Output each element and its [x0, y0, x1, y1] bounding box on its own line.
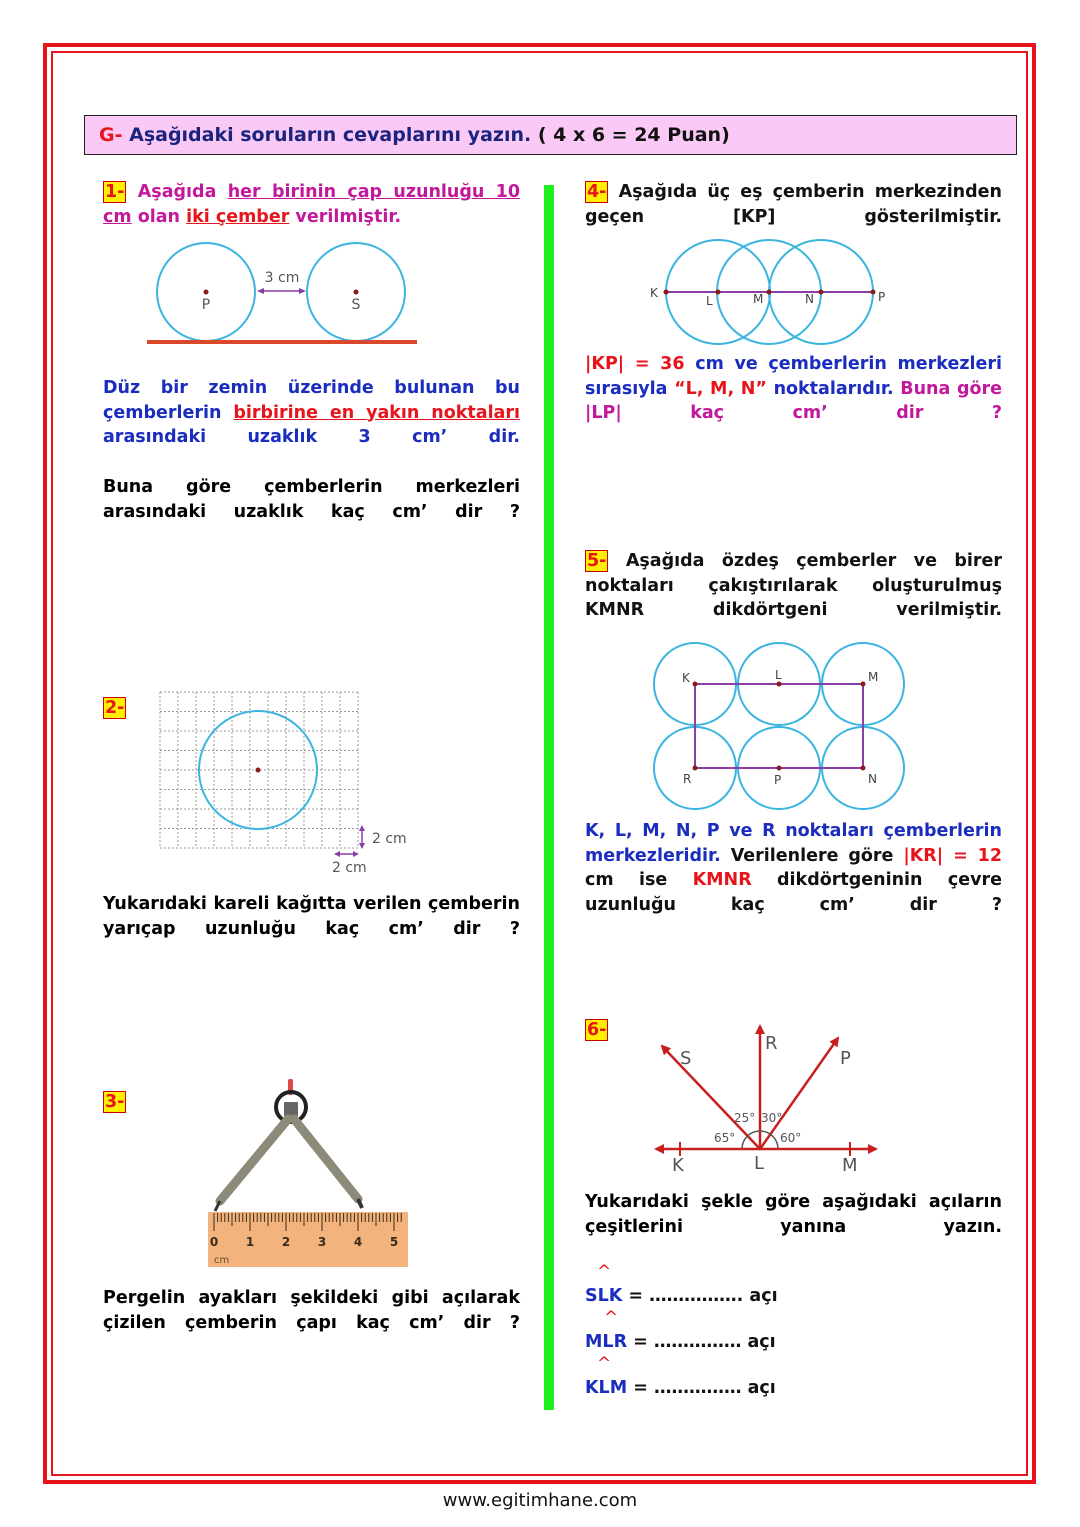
- q4-label-n: N: [805, 292, 814, 306]
- q1-two-circles-figure: [140, 238, 425, 350]
- q5-label-r: R: [683, 772, 692, 786]
- q3-ruler-unit: cm: [214, 1255, 230, 1266]
- q3-number-wrap: [103, 1090, 126, 1115]
- q6-label-m: M: [842, 1155, 858, 1176]
- q6-hat-3: ^: [597, 1354, 612, 1374]
- q1-body-c: arasındaki uzaklık 3 cm’ dir.: [103, 427, 520, 447]
- q2-number: 2-: [105, 698, 125, 718]
- q5-body-e: KMNR: [692, 870, 752, 890]
- q4-intro-text: Aşağıda üç eş çemberin merkezinden geçen [KP] gösterilmiştir.: [585, 182, 1002, 227]
- q1-intro-e: verilmiştir.: [295, 206, 402, 227]
- q1-intro: [103, 180, 520, 229]
- q1-body-a: Düz bir zemin üzerinde bulunan bu çemberlerin: [103, 378, 520, 423]
- q5-label-p: P: [774, 773, 782, 787]
- q6-angle-row-3: [585, 1376, 776, 1401]
- q6-angle-3-name: KLM: [585, 1378, 628, 1398]
- q6-angle-2-blank: = …………… açı: [633, 1332, 776, 1352]
- q5-label-n: N: [868, 772, 877, 786]
- q6-question: Yukarıdaki şekle göre aşağıdaki açıların çeşitlerini yanına yazın.: [585, 1192, 1002, 1237]
- section-header: [84, 115, 1017, 155]
- q2-horizontal-label: 2 cm: [332, 860, 367, 876]
- q2-number-wrap: [103, 696, 126, 721]
- q1-intro-c: olan: [137, 206, 180, 227]
- q6-angle-row-2: [585, 1330, 776, 1355]
- q4-body-a: |KP| = 36: [585, 354, 685, 374]
- q6-angle-60: 60°: [780, 1131, 802, 1145]
- q6-label-p: P: [840, 1048, 851, 1069]
- q5-intro-text: Aşağıda özdeş çemberler ve birer noktaları çakıştırılarak oluşturulmuş KMNR dikdörtgeni verilmiştir.: [585, 551, 1002, 620]
- q1-intro-a: Aşağıda: [137, 182, 217, 202]
- q5-body-c: |KR| = 12: [903, 845, 1003, 866]
- q5-label-m: M: [868, 670, 879, 684]
- q6-angle-3-blank: = …………… açı: [633, 1378, 776, 1398]
- q3-question: Pergelin ayakları şekildeki gibi açılarak çizilen çemberin çapı kaç cm’ dir ?: [103, 1288, 520, 1333]
- section-instruction: Aşağıdaki soruların cevaplarını yazın.: [129, 124, 532, 146]
- q6-angles-figure: [650, 1018, 885, 1178]
- q1-intro-b: her birinin çap uzunluğu 10 cm: [103, 182, 521, 227]
- q4-body-c: “L, M, N”: [674, 378, 767, 399]
- section-letter: G-: [99, 124, 123, 146]
- footer-url[interactable]: www.egitimhane.com: [442, 1490, 638, 1511]
- q4-label-m: M: [753, 292, 764, 306]
- q6-label-l: L: [754, 1153, 765, 1174]
- q6-hat-1: ^: [597, 1262, 612, 1282]
- q6-angle-30: 30°: [761, 1111, 783, 1125]
- q5-label-l: L: [775, 668, 782, 682]
- q6-number: 6-: [587, 1020, 607, 1040]
- q5-label-k: K: [682, 671, 690, 685]
- q5-body-d: cm ise: [585, 870, 668, 890]
- q1-number: 1-: [105, 182, 125, 202]
- q5-body: [585, 819, 1002, 917]
- q4-intro: [585, 180, 1002, 229]
- q4-label-l: L: [706, 294, 713, 308]
- q4-label-p: P: [878, 290, 886, 304]
- q6-hat-2: ^: [604, 1308, 619, 1328]
- q1-body: [103, 376, 520, 450]
- q5-body-a: K, L, M, N, P ve R noktaları çemberlerin merkezleridir.: [585, 821, 1002, 866]
- q5-intro: [585, 549, 1002, 623]
- q1-body-b: birbirine en yakın noktaları: [233, 402, 520, 423]
- q5-rectangle-circles-figure: [648, 638, 910, 813]
- q5-body-b: Verilenlere göre: [730, 845, 894, 866]
- section-points: ( 4 x 6 = 24 Puan): [537, 124, 730, 146]
- q1-question: Buna göre çemberlerin merkezleri arasındaki uzaklık kaç cm’ dir ?: [103, 477, 520, 522]
- q3-number: 3-: [105, 1092, 125, 1112]
- q6-angle-row-1: [585, 1284, 778, 1309]
- q4-body-d: noktalarıdır.: [773, 378, 894, 399]
- q4-body-b: cm ve çemberlerin merkezleri sırasıyla: [585, 354, 1003, 399]
- q1-label-p: P: [201, 297, 211, 313]
- q6-angle-65: 65°: [714, 1131, 736, 1145]
- q2-grid-figure: [156, 688, 416, 878]
- q6-number-wrap: [585, 1018, 608, 1043]
- q3-compass-figure: [200, 1075, 415, 1270]
- q2-question: Yukarıdaki kareli kağıtta verilen çemberin yarıçap uzunluğu kaç cm’ dir ?: [103, 894, 520, 939]
- q3-ruler-label-0: 0: [209, 1235, 219, 1249]
- q4-three-circles-figure: [640, 238, 900, 348]
- q1-intro-d: iki çember: [186, 206, 290, 227]
- q5-body-f: dikdörtgeninin çevre uzunluğu kaç cm’ dir ?: [585, 870, 1002, 915]
- q3-ruler-label-3: 3: [317, 1235, 327, 1249]
- q1-ground-line: [147, 340, 417, 344]
- q6-angle-2-name: MLR: [585, 1332, 628, 1352]
- q6-label-s: S: [680, 1048, 692, 1069]
- q4-body: [585, 352, 1002, 426]
- q1-gap-label: 3 cm: [264, 270, 300, 286]
- q1-label-s: S: [351, 297, 361, 313]
- column-divider: [544, 185, 554, 1410]
- q4-number: 4-: [587, 182, 607, 202]
- q6-angle-1-blank: = ……………. açı: [628, 1286, 778, 1306]
- q5-number: 5-: [587, 551, 607, 571]
- q3-ruler-label-1: 1: [245, 1235, 255, 1249]
- q4-body-e: Buna göre |LP| kaç cm’ dir ?: [585, 378, 1003, 423]
- q3-ruler-label-4: 4: [353, 1235, 363, 1249]
- q3-ruler-label-2: 2: [281, 1235, 291, 1249]
- q3-ruler-label-5: 5: [389, 1235, 399, 1249]
- q6-angle-1-name: SLK: [585, 1286, 623, 1306]
- q4-label-k: K: [650, 286, 658, 300]
- q6-label-k: K: [672, 1155, 684, 1176]
- q2-vertical-label: 2 cm: [372, 831, 407, 847]
- q6-label-r: R: [765, 1033, 778, 1054]
- q6-angle-25: 25°: [734, 1111, 756, 1125]
